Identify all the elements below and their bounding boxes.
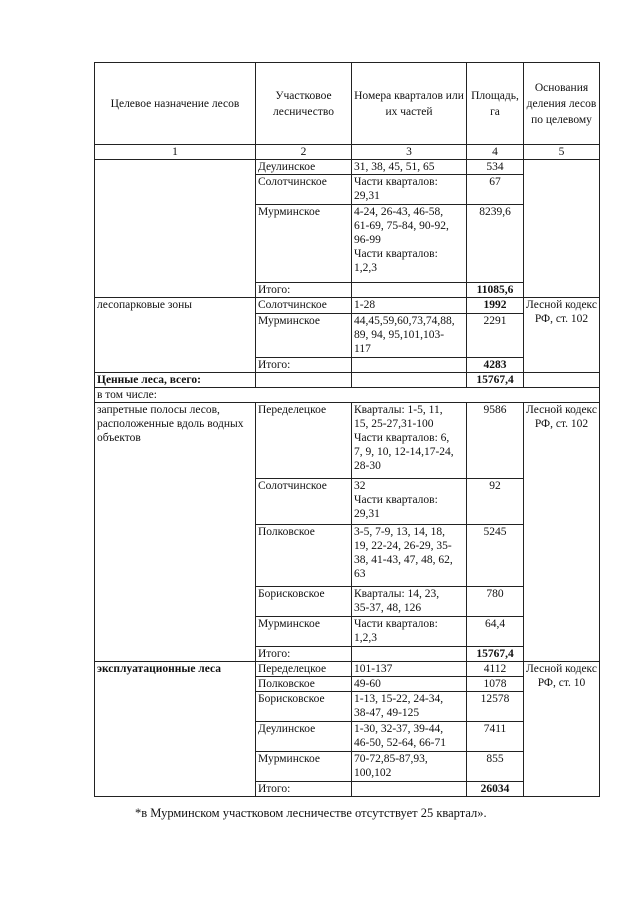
area-cell: 1992: [467, 298, 524, 314]
section-area: 15767,4: [467, 373, 524, 388]
quarters-cell: [352, 283, 467, 298]
area-cell: 67: [467, 175, 524, 205]
area-cell: 1078: [467, 677, 524, 692]
header-row: [95, 63, 600, 145]
area-cell: 9586: [467, 403, 524, 479]
header-quarters: Номера кварталов или их частей: [352, 63, 467, 145]
total-label: Итого:: [256, 358, 352, 373]
purpose-cell: лесопарковые зоны: [95, 298, 256, 373]
area-cell: 4112: [467, 662, 524, 677]
purpose-cell: [95, 160, 256, 298]
header-purpose: Целевое назначение лесов: [95, 63, 256, 145]
basis-cell: Лесной кодекс РФ, ст. 102: [524, 403, 600, 662]
quarters-cell: 4-24, 26-43, 46-58, 61-69, 75-84, 90-92, 96-99 Части кварталов: 1,2,3: [352, 205, 467, 283]
quarters-cell: 49-60: [352, 677, 467, 692]
section-note: в том числе:: [95, 388, 600, 403]
area-cell: 92: [467, 479, 524, 525]
basis-cell: [524, 373, 600, 388]
forestry-cell: Солотчинское: [256, 298, 352, 314]
col-number: 4: [467, 145, 524, 160]
forestry-cell: Мурминское: [256, 205, 352, 283]
forestry-cell: [256, 373, 352, 388]
area-cell: 64,4: [467, 617, 524, 647]
forestry-cell: Борисковское: [256, 692, 352, 722]
forestry-cell: Деулинское: [256, 160, 352, 175]
col-number: 2: [256, 145, 352, 160]
total-label: Итого:: [256, 283, 352, 298]
header-area: Площадь, га: [467, 63, 524, 145]
total-area: 26034: [467, 782, 524, 797]
quarters-cell: 44,45,59,60,73,74,88, 89, 94, 95,101,103- 117: [352, 314, 467, 358]
forest-table: [94, 62, 600, 797]
quarters-cell: [352, 358, 467, 373]
quarters-cell: 3-5, 7-9, 13, 14, 18, 19, 22-24, 26-29, 35- 38, 41-43, 47, 48, 62, 63: [352, 525, 467, 587]
forestry-cell: Переделецкое: [256, 403, 352, 479]
forestry-cell: Полковское: [256, 525, 352, 587]
quarters-cell: Части кварталов: 29,31: [352, 175, 467, 205]
area-cell: 2291: [467, 314, 524, 358]
quarters-cell: [352, 782, 467, 797]
total-area: 4283: [467, 358, 524, 373]
quarters-cell: 70-72,85-87,93, 100,102: [352, 752, 467, 782]
forestry-cell: Мурминское: [256, 752, 352, 782]
basis-cell: Лесной кодекс РФ, ст. 10: [524, 662, 600, 797]
forestry-cell: Мурминское: [256, 617, 352, 647]
quarters-cell: [352, 647, 467, 662]
header-basis: Основания деления лесов по целевому: [524, 63, 600, 145]
section-row: [95, 373, 600, 388]
quarters-cell: 1-13, 15-22, 24-34, 38-47, 49-125: [352, 692, 467, 722]
area-cell: 5245: [467, 525, 524, 587]
total-label: Итого:: [256, 782, 352, 797]
section-title: Ценные леса, всего:: [95, 373, 256, 388]
quarters-cell: Части кварталов: 1,2,3: [352, 617, 467, 647]
total-area: 15767,4: [467, 647, 524, 662]
table-row: [95, 298, 600, 314]
basis-cell: Лесной кодекс РФ, ст. 102: [524, 298, 600, 373]
forestry-cell: Полковское: [256, 677, 352, 692]
quarters-cell: 32 Части кварталов: 29,31: [352, 479, 467, 525]
header-forestry: Участковое лесничество: [256, 63, 352, 145]
section-note-row: [95, 388, 600, 403]
forestry-cell: Солотчинское: [256, 175, 352, 205]
area-cell: 534: [467, 160, 524, 175]
col-number: 1: [95, 145, 256, 160]
purpose-cell: эксплуатационные леса: [95, 662, 256, 797]
purpose-cell: запретные полосы лесов, расположенные вдоль водных объектов: [95, 403, 256, 662]
table-row: [95, 403, 600, 479]
area-cell: 780: [467, 587, 524, 617]
col-number: 3: [352, 145, 467, 160]
total-area: 11085,6: [467, 283, 524, 298]
forestry-cell: Переделецкое: [256, 662, 352, 677]
forestry-cell: Борисковское: [256, 587, 352, 617]
area-cell: 855: [467, 752, 524, 782]
quarters-cell: 1-28: [352, 298, 467, 314]
quarters-cell: [352, 373, 467, 388]
area-cell: 7411: [467, 722, 524, 752]
forestry-cell: Деулинское: [256, 722, 352, 752]
table-row: [95, 662, 600, 677]
quarters-cell: Кварталы: 14, 23, 35-37, 48, 126: [352, 587, 467, 617]
total-label: Итого:: [256, 647, 352, 662]
quarters-cell: 31, 38, 45, 51, 65: [352, 160, 467, 175]
col-number-row: [95, 145, 600, 160]
area-cell: 8239,6: [467, 205, 524, 283]
area-cell: 12578: [467, 692, 524, 722]
quarters-cell: 101-137: [352, 662, 467, 677]
forestry-cell: Мурминское: [256, 314, 352, 358]
basis-cell: [524, 160, 600, 298]
quarters-cell: 1-30, 32-37, 39-44, 46-50, 52-64, 66-71: [352, 722, 467, 752]
quarters-cell: Кварталы: 1-5, 11, 15, 25-27,31-100 Части кварталов: 6, 7, 9, 10, 12-14,17-24, 28-30: [352, 403, 467, 479]
col-number: 5: [524, 145, 600, 160]
table-row: [95, 160, 600, 175]
footnote: *в Мурминском участковом лесничестве отсутствует 25 квартал».: [135, 806, 487, 820]
forestry-cell: Солотчинское: [256, 479, 352, 525]
